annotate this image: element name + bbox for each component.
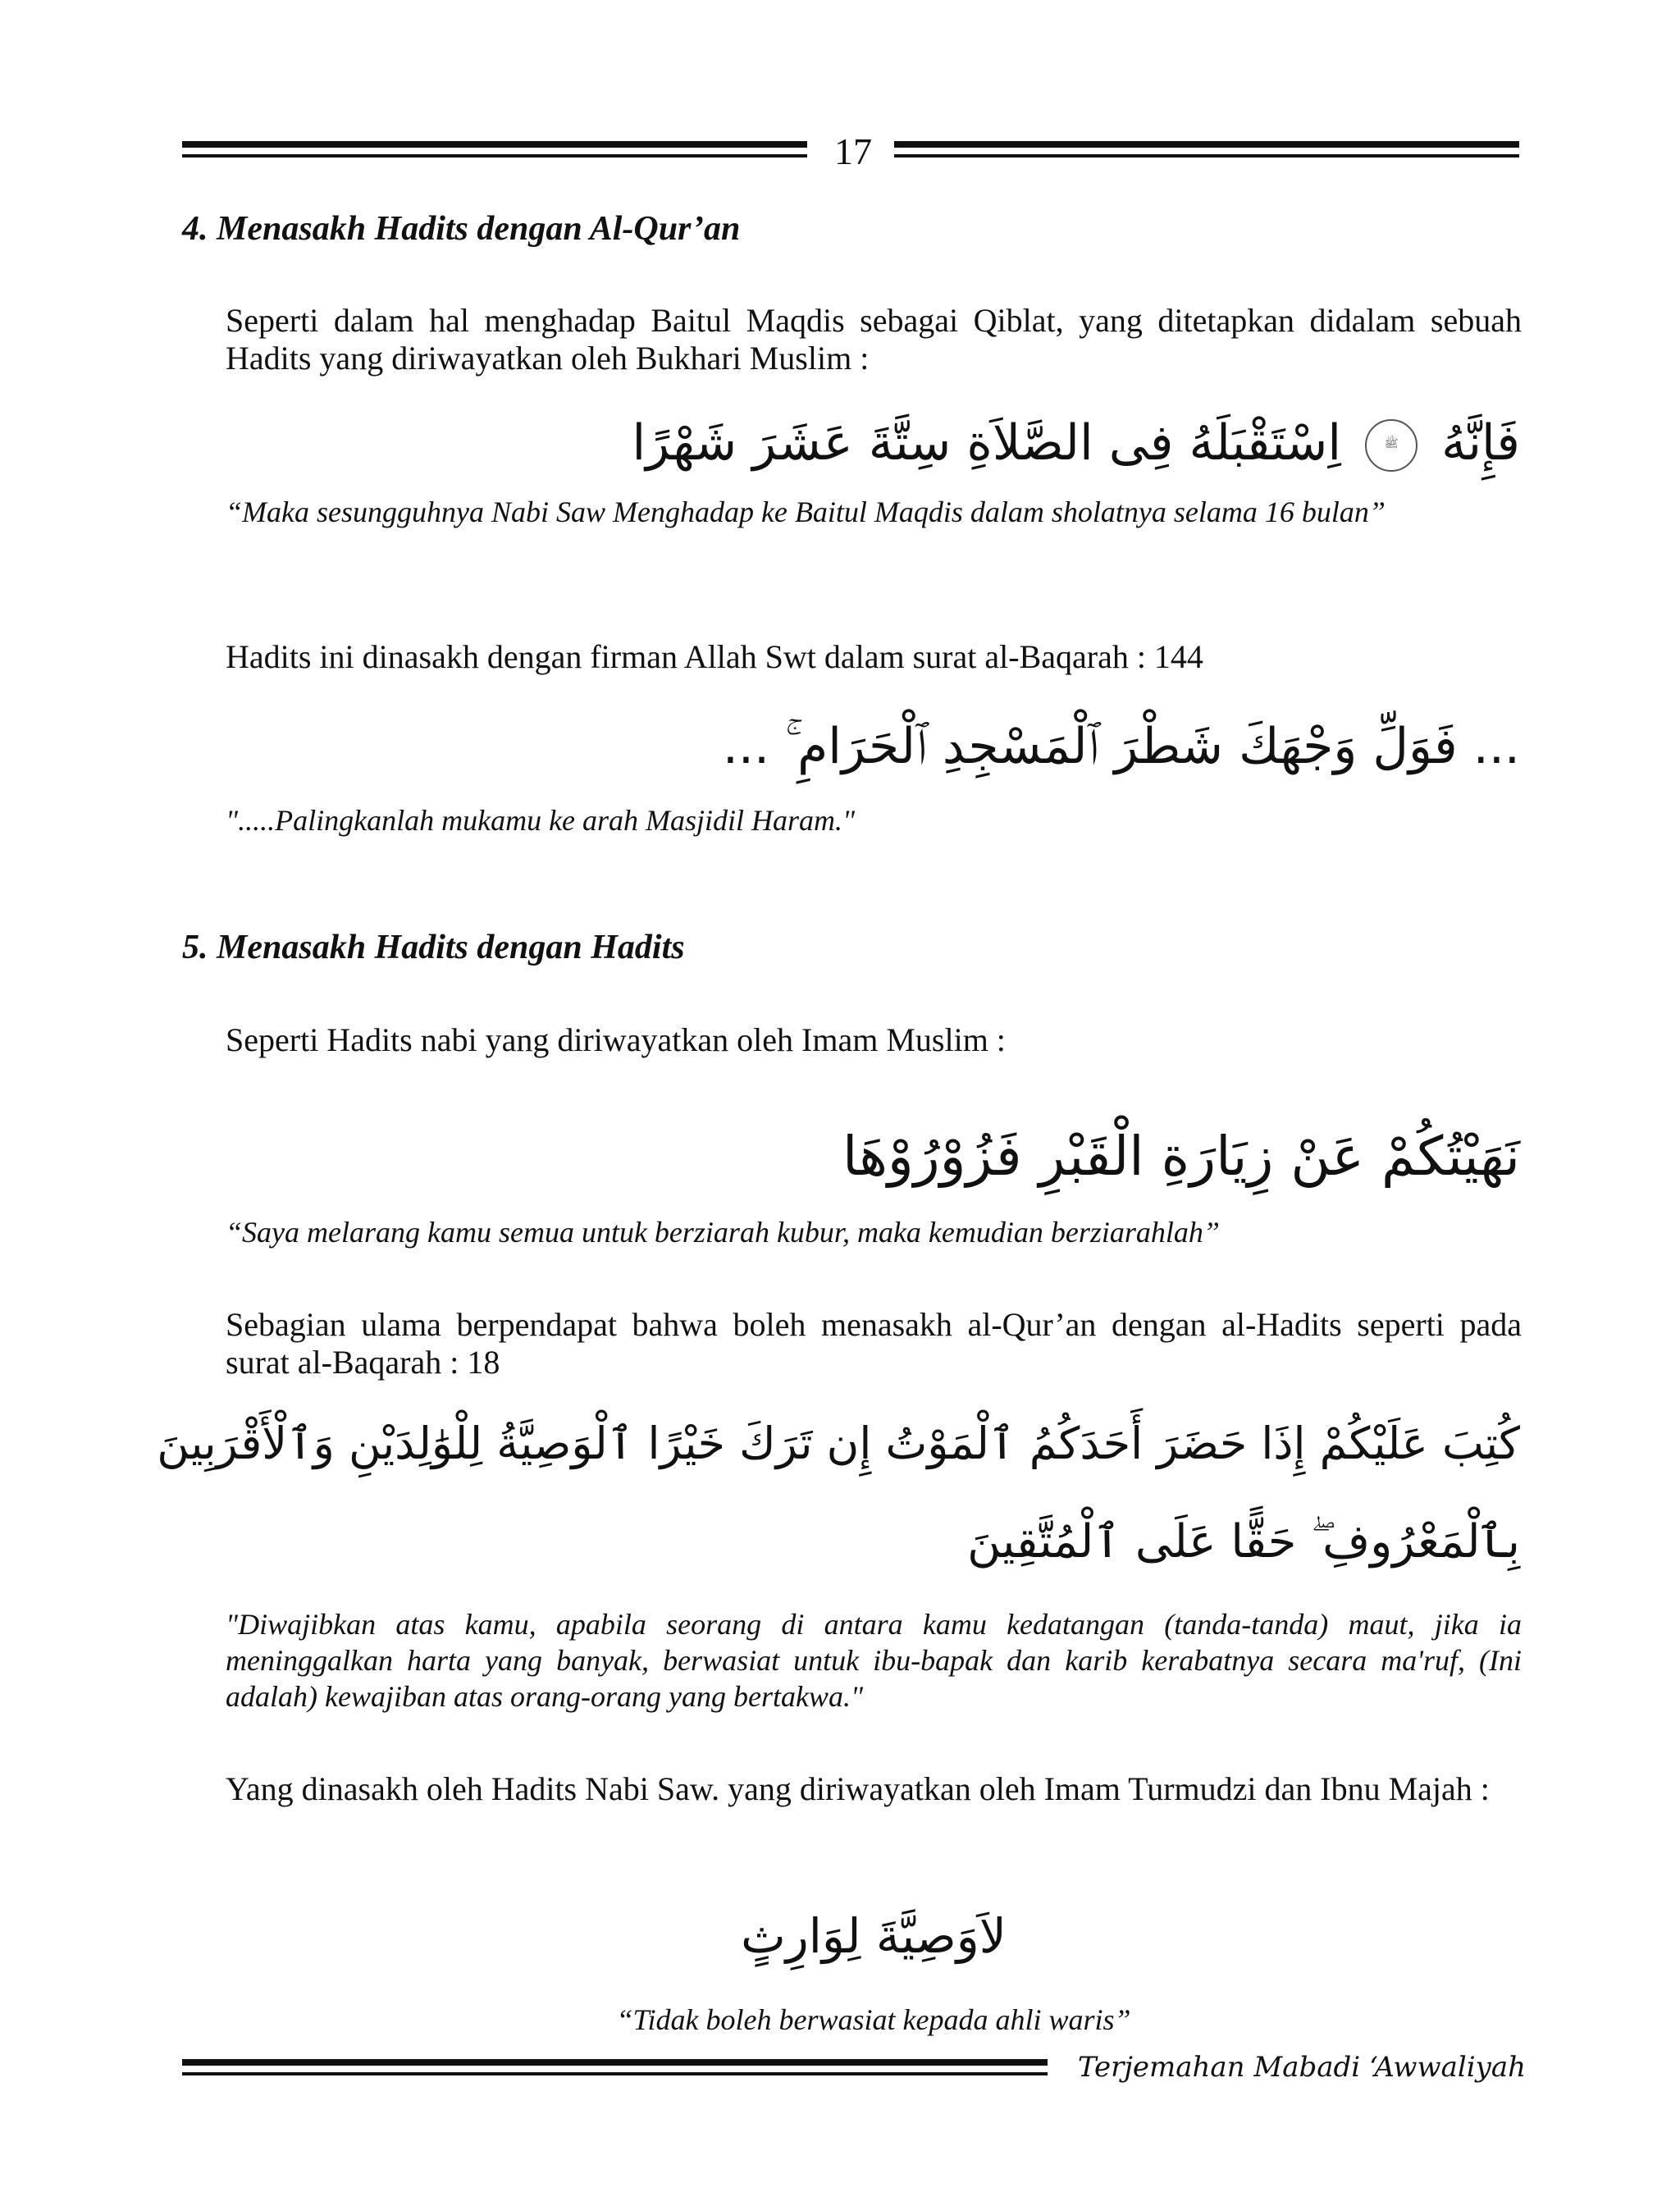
salawat-seal-icon: ﷺ	[1365, 419, 1418, 472]
section-4-paragraph-2: Hadits ini dinasakh dengan firman Allah Swt dalam surat al-Baqarah : 144	[226, 638, 1203, 675]
section-5-hadith-arabic-2: لاَوَصِيَّةَ لِوَارِثٍ	[741, 1908, 1007, 1964]
section-5-quran-arabic-line-2: بِٱلْمَعْرُوفِ ۖ حَقًّا عَلَى ٱلْمُتَّقِينَ	[967, 1515, 1520, 1569]
section-4-heading: 4. Menasakh Hadits dengan Al-Qur’an	[182, 210, 741, 248]
arabic-text-end: اِسْتَقْبَلَهُ فِى الصَّلاَةِ سِتَّةَ عَشَرَ شَهْرًا	[632, 414, 1341, 472]
section-5-translation-3: “Tidak boleh berwasiat kepada ahli waris”	[616, 2003, 1131, 2036]
section-4-translation-2: ".....Palingkanlah mukamu ke arah Masjidil Haram."	[226, 804, 856, 837]
section-4-paragraph-1: Seperti dalam hal menghadap Baitul Maqdis sebagai Qiblat, yang ditetapkan didalam sebuah Hadits yang diriwayatkan oleh Bukhari Muslim :	[226, 302, 1522, 377]
section-5-heading: 5. Menasakh Hadits dengan Hadits	[182, 929, 685, 966]
section-5-paragraph-1: Seperti Hadits nabi yang diriwayatkan oleh Imam Muslim :	[226, 1021, 1006, 1058]
section-5-translation-2: "Diwajibkan atas kamu, apabila seorang di antara kamu kedatangan (tanda-tanda) maut, jika ia meninggalkan harta yang banyak, berwasiat untuk ibu-bapak dan karib kerabatnya secara ma'ruf, (Ini adalah) kewajiban atas orang-orang yang bertakwa."	[226, 1608, 1522, 1713]
page-number: 17	[834, 130, 872, 172]
section-5-quran-arabic-line-1: كُتِبَ عَلَيْكُمْ إِذَا حَضَرَ أَحَدَكُمُ ٱلْمَوْتُ إِن تَرَكَ خَيْرًا ٱلْوَصِيَّةُ لِلْوَٰلِدَيْنِ وَٱلْأَقْرَبِينَ	[157, 1418, 1520, 1469]
section-5-paragraph-2: Sebagian ulama berpendapat bahwa boleh menasakh al-Qur’an dengan al-Hadits seperti pada surat al-Baqarah : 18	[226, 1306, 1522, 1381]
section-4-translation-1: “Maka sesungguhnya Nabi Saw Menghadap ke Baitul Maqdis dalam sholatnya selama 16 bulan”	[226, 495, 1386, 528]
section-4-hadith-arabic	[632, 410, 1521, 476]
section-5-paragraph-3: Yang dinasakh oleh Hadits Nabi Saw. yang diriwayatkan oleh Imam Turmudzi dan Ibnu Majah :	[226, 1770, 1490, 1807]
arabic-text-start: فَإِنَّهُ	[1441, 414, 1520, 472]
section-4-quran-arabic: ... فَوَلِّ وَجْهَكَ شَطْرَ ٱلْمَسْجِدِ ٱلْحَرَامِ ۚ ...	[722, 718, 1520, 775]
section-5-hadith-arabic: نَهَيْتُكُمْ عَنْ زِيَارَةِ الْقَبْرِ فَزُوْرُوْهَا	[842, 1125, 1520, 1188]
section-5-translation-1: “Saya melarang kamu semua untuk berziarah kubur, maka kemudian berziarahlah”	[226, 1216, 1220, 1249]
footer-book-title: Terjemahan Mabadi ‘Awwaliyah	[1077, 2051, 1526, 2084]
